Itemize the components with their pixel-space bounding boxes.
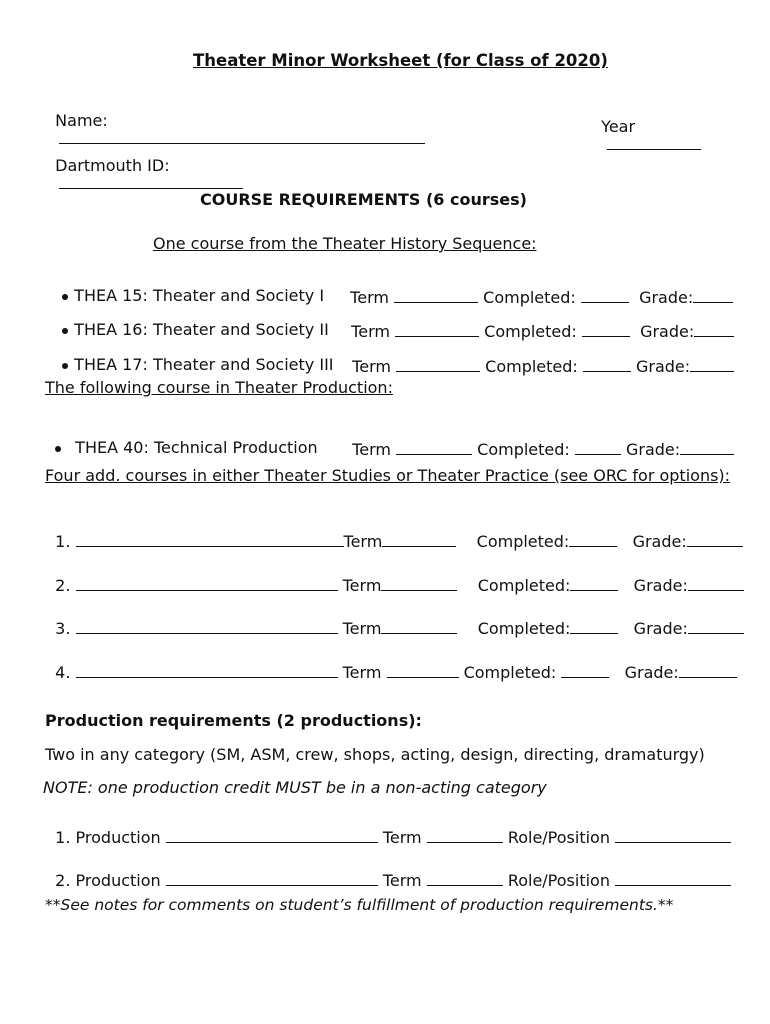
production-requirements-heading: Production requirements (2 productions): [45, 711, 422, 730]
list-item [45, 855, 731, 889]
grade-label: Grade: [632, 532, 687, 551]
footer-note: **See notes for comments on student’s fulfillment of production requirements.** [45, 896, 674, 914]
term-label: Term [352, 357, 391, 376]
completed-input[interactable] [561, 663, 609, 678]
completed-input[interactable] [570, 619, 618, 634]
course-requirements-heading: COURSE REQUIREMENTS (6 courses) [200, 190, 527, 209]
list-item [45, 516, 743, 550]
list-item [45, 647, 737, 681]
completed-label: Completed: [463, 663, 557, 682]
grade-label: Grade: [639, 288, 694, 307]
list-item [45, 812, 731, 846]
grade-input[interactable] [693, 288, 733, 303]
dartmouth-id-field [45, 142, 243, 192]
grade-label: Grade: [625, 440, 681, 459]
course-fields [342, 341, 734, 375]
term-label: Term [342, 663, 382, 682]
row-number: 4. [55, 663, 71, 682]
production-description: Two in any category (SM, ASM, crew, shops, acting, design, directing, dramaturgy) [45, 745, 705, 764]
course-fields [340, 272, 733, 306]
term-label: Term [342, 619, 382, 638]
term-label: Term [343, 532, 383, 551]
term-input[interactable] [427, 871, 503, 886]
dartmouth-id-label: Dartmouth ID: [55, 156, 170, 175]
term-input[interactable] [387, 663, 459, 678]
grade-input[interactable] [694, 322, 734, 337]
course-name: THEA 16: Theater and Society II [74, 320, 329, 339]
bullet-icon [62, 363, 68, 369]
completed-input[interactable] [583, 357, 631, 372]
grade-label: Grade: [640, 322, 695, 341]
course-input[interactable] [76, 532, 344, 547]
term-label: Term [350, 288, 389, 307]
term-input[interactable] [395, 322, 479, 337]
row-number: 2. [55, 576, 71, 595]
completed-input[interactable] [575, 440, 621, 455]
term-label: Term [351, 322, 390, 341]
production-input[interactable] [166, 871, 378, 886]
term-input[interactable] [427, 828, 503, 843]
completed-input[interactable] [582, 322, 630, 337]
role-input[interactable] [615, 871, 731, 886]
term-input[interactable] [394, 288, 478, 303]
completed-input[interactable] [569, 532, 617, 547]
course-input[interactable] [76, 576, 338, 591]
grade-label: Grade: [635, 357, 691, 376]
course-fields [342, 424, 734, 458]
role-input[interactable] [615, 828, 731, 843]
grade-label: Grade: [624, 663, 679, 682]
list-item [52, 306, 329, 338]
production-course-heading: The following course in Theater Production: [45, 378, 393, 397]
list-item [52, 272, 324, 304]
term-input[interactable] [382, 532, 456, 547]
term-input[interactable] [381, 576, 457, 591]
grade-label: Grade: [633, 576, 688, 595]
term-label: Term [382, 871, 422, 890]
completed-input[interactable] [570, 576, 618, 591]
list-item [52, 341, 334, 373]
course-input[interactable] [76, 619, 338, 634]
page-title: Theater Minor Worksheet (for Class of 2020) [193, 51, 608, 70]
grade-label: Grade: [633, 619, 688, 638]
course-input[interactable] [76, 663, 338, 678]
role-label: Role/Position [507, 828, 610, 847]
grade-input[interactable] [690, 357, 734, 372]
course-name: THEA 17: Theater and Society III [74, 355, 334, 374]
course-fields [341, 306, 734, 340]
completed-input[interactable] [581, 288, 629, 303]
course-name: THEA 40: Technical Production [75, 438, 318, 457]
list-item [45, 424, 318, 456]
grade-input[interactable] [687, 532, 743, 547]
term-label: Term [382, 828, 422, 847]
completed-label: Completed: [483, 288, 576, 307]
additional-courses-heading: Four add. courses in either Theater Studies or Theater Practice (see ORC for options): [45, 466, 731, 485]
term-input[interactable] [381, 619, 457, 634]
term-label: Term [342, 576, 382, 595]
name-label: Name: [55, 111, 108, 130]
grade-input[interactable] [680, 440, 734, 455]
term-input[interactable] [396, 357, 480, 372]
production-label: 1. Production [55, 828, 161, 847]
year-label: Year [601, 117, 636, 136]
term-input[interactable] [396, 440, 472, 455]
history-sequence-heading: One course from the Theater History Sequence: [153, 234, 537, 253]
dartmouth-id-input[interactable] [59, 174, 243, 189]
year-input[interactable] [607, 135, 701, 150]
row-number: 3. [55, 619, 71, 638]
role-label: Role/Position [507, 871, 610, 890]
production-label: 2. Production [55, 871, 161, 890]
completed-label: Completed: [476, 532, 570, 551]
grade-input[interactable] [688, 619, 744, 634]
completed-label: Completed: [477, 619, 571, 638]
production-note: NOTE: one production credit MUST be in a non-acting category [43, 778, 547, 797]
term-label: Term [352, 440, 391, 459]
grade-input[interactable] [679, 663, 737, 678]
year-field [591, 103, 701, 153]
list-item [45, 560, 744, 594]
row-number: 1. [55, 532, 71, 551]
completed-label: Completed: [484, 322, 577, 341]
completed-label: Completed: [485, 357, 578, 376]
list-item [45, 603, 744, 637]
bullet-icon [62, 294, 68, 300]
course-name: THEA 15: Theater and Society I [74, 286, 325, 305]
name-field [45, 97, 425, 147]
bullet-icon [62, 328, 68, 334]
grade-input[interactable] [688, 576, 744, 591]
production-input[interactable] [166, 828, 378, 843]
bullet-icon [55, 446, 61, 452]
completed-label: Completed: [477, 576, 571, 595]
completed-label: Completed: [477, 440, 570, 459]
